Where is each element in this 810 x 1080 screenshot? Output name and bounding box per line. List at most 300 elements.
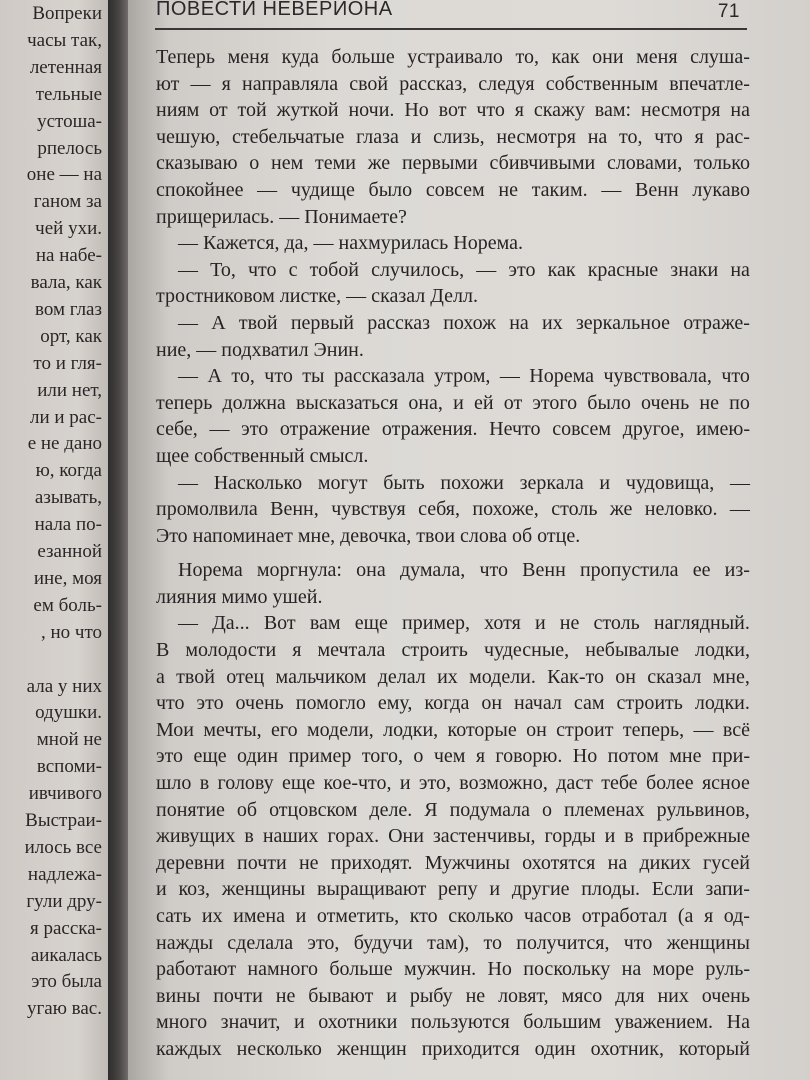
word: в — [624, 825, 634, 848]
word: куда — [281, 46, 319, 68]
word: лодки, — [383, 718, 439, 741]
word: А — [211, 311, 226, 334]
word: помогло — [295, 692, 366, 715]
text-line — [156, 1009, 750, 1036]
text-line — [156, 797, 750, 824]
word: при- — [711, 745, 750, 768]
word: свой — [349, 72, 389, 95]
word: — — [209, 418, 230, 441]
word: ему, — [377, 692, 413, 715]
word: шло — [156, 772, 192, 795]
word: Венн, — [270, 498, 319, 521]
word: устраивало — [407, 46, 503, 68]
word: кто — [409, 905, 438, 927]
word: когда — [424, 692, 470, 715]
text-line — [156, 44, 750, 71]
word: слизь, — [433, 125, 485, 148]
word: красные — [587, 258, 659, 281]
word: вам: — [594, 99, 632, 122]
word: как — [547, 258, 576, 281]
word: того, — [361, 745, 403, 768]
word: это — [196, 692, 224, 715]
word: Мужчины — [424, 851, 510, 874]
text-line — [156, 177, 750, 204]
word: модели, — [306, 718, 374, 741]
word: совсем — [425, 178, 485, 201]
word: и — [410, 125, 422, 148]
word: руль- — [705, 958, 750, 981]
word: похоже, — [472, 498, 539, 521]
text-line — [156, 903, 750, 930]
word: — — [601, 178, 622, 201]
word: Но — [404, 99, 429, 122]
word: отработал — [581, 905, 668, 927]
word: нажды — [156, 931, 214, 954]
word: который — [678, 1037, 750, 1060]
previous-page-line: нала по- — [34, 514, 102, 536]
word: было — [368, 178, 413, 201]
previous-page-line: часы так, — [27, 29, 102, 51]
text-line — [156, 610, 750, 637]
word: поскольку — [523, 958, 611, 981]
word: рассказ — [367, 311, 431, 334]
word: несмотря — [496, 125, 576, 148]
word: возможно, — [459, 772, 548, 795]
word: отцовском — [269, 798, 358, 821]
word: это, — [418, 772, 451, 795]
previous-page-line: азывать, — [34, 487, 102, 509]
previous-page-line: илось все — [24, 836, 102, 858]
word: получится, — [516, 931, 610, 954]
word: много — [156, 1011, 208, 1034]
previous-page-line: на набе- — [35, 245, 102, 267]
word: деле. — [369, 798, 413, 821]
word: на — [730, 258, 750, 281]
word: что — [476, 99, 505, 122]
word: о — [249, 152, 260, 175]
word: отражения. — [381, 418, 478, 441]
word: чудовища, — [625, 471, 715, 494]
word: Если — [651, 878, 694, 901]
word: что — [721, 365, 750, 388]
word: сказал — [647, 665, 702, 688]
text-line: ние, — подхватил Энин. — [156, 338, 364, 361]
word: — — [499, 365, 520, 388]
word: это — [156, 745, 184, 768]
word: лодки. — [694, 692, 750, 715]
word: сам — [573, 692, 605, 715]
word: меня — [636, 46, 678, 68]
word: и — [489, 878, 501, 901]
text-line — [156, 823, 750, 850]
word: другие — [511, 878, 570, 901]
word: коз, — [178, 878, 211, 901]
word: я — [475, 745, 486, 768]
word: небывалые — [585, 639, 679, 662]
word: од- — [723, 905, 750, 927]
word: же — [367, 152, 391, 175]
text-line: лияния мимо ушей. — [156, 585, 323, 608]
text-line: тростниковом листке, — сказал Делл. — [156, 285, 479, 308]
word: случилось, — [371, 258, 465, 281]
word: говорю. — [495, 745, 563, 768]
word: (а — [677, 905, 694, 927]
text-line — [156, 150, 750, 177]
word: несколько — [236, 1037, 322, 1060]
word: и — [599, 471, 611, 494]
word: он — [615, 665, 636, 688]
word: работают — [156, 958, 237, 981]
word: строить — [401, 639, 468, 662]
word: первыми — [401, 152, 478, 175]
word: А — [207, 365, 222, 388]
word: вины — [156, 984, 201, 1007]
word: в — [199, 772, 210, 795]
word: Венн — [635, 178, 679, 201]
word: о — [542, 798, 553, 821]
word: от — [209, 99, 228, 122]
word: и — [399, 772, 411, 795]
text-line: — Кажется, да, — нахмурилась Норема. — [178, 232, 524, 255]
word: наших — [262, 825, 319, 848]
word: один — [237, 745, 279, 768]
word: той — [237, 99, 267, 122]
word: для — [615, 984, 645, 1007]
word: понятие — [156, 798, 225, 821]
word: — — [729, 471, 750, 494]
word: диких — [639, 851, 691, 874]
word: очень — [235, 692, 284, 715]
word: похож — [443, 311, 496, 334]
word: Я — [424, 798, 438, 821]
word: чувствовала, — [603, 365, 712, 388]
word: сать — [156, 905, 192, 927]
word: по — [729, 391, 750, 414]
word: намного — [247, 958, 319, 981]
word: спокойнее — [156, 178, 244, 201]
word: живущих — [156, 825, 236, 848]
text-line — [156, 71, 750, 98]
word: зеркала — [519, 471, 584, 494]
word: словами, — [606, 152, 683, 175]
word: Норема — [529, 365, 595, 388]
text-line — [156, 690, 750, 717]
text-line — [156, 637, 750, 664]
word: и — [295, 905, 307, 927]
word: больше — [331, 46, 395, 68]
word: имена — [233, 905, 285, 927]
previous-page-line: угаю вас. — [26, 998, 102, 1020]
word: в — [244, 825, 254, 848]
word: лукаво — [692, 178, 750, 201]
word: приходится — [421, 1037, 520, 1060]
text-line — [156, 310, 750, 337]
previous-page-line: Вопреки — [32, 3, 102, 24]
word: строит — [556, 718, 614, 741]
word: сбивчивыми — [489, 152, 596, 175]
word: начал — [514, 692, 562, 715]
word: отметить, — [316, 905, 400, 927]
word: лодки, — [694, 639, 750, 662]
word: его — [271, 718, 298, 741]
word: больше — [329, 958, 393, 981]
word: — — [178, 612, 198, 635]
word: она, — [408, 391, 443, 414]
previous-page-line: оне — на — [26, 164, 102, 186]
word: об — [236, 798, 258, 821]
word: вот — [438, 99, 467, 122]
word: зеркальное — [575, 311, 671, 334]
word: и — [386, 984, 397, 1007]
previous-page-line: вала, как — [30, 272, 102, 293]
word: меня — [227, 46, 270, 68]
word: моргнула: — [256, 559, 342, 582]
word: горды — [544, 825, 596, 848]
word: твой — [176, 665, 215, 688]
word: высказаться — [295, 391, 399, 414]
word: о — [413, 745, 424, 768]
word: это — [241, 418, 269, 441]
word: пользуются — [410, 1011, 510, 1034]
word: чем — [433, 745, 466, 768]
text-line — [156, 717, 750, 744]
previous-page-line: это была — [31, 971, 102, 993]
text-line — [156, 1036, 750, 1063]
word: мясо — [561, 984, 603, 1007]
word: и — [156, 878, 167, 901]
word: охотник, — [590, 1037, 664, 1060]
word: будучи — [353, 931, 413, 954]
word: ей — [473, 391, 494, 414]
word: отражение — [279, 418, 371, 441]
word: море — [652, 958, 695, 981]
word: и — [293, 1011, 305, 1034]
word: то — [483, 931, 502, 954]
word: на — [621, 958, 642, 981]
word: что — [247, 258, 277, 281]
word: горах. — [327, 825, 380, 848]
word: что — [654, 125, 683, 148]
previous-page-line: вом глаз — [34, 298, 102, 320]
word: ты — [302, 365, 325, 388]
word: строить — [616, 692, 683, 715]
word: Но — [487, 958, 512, 981]
word: я — [292, 639, 302, 662]
word: чудище — [290, 178, 355, 201]
text-line — [156, 983, 750, 1010]
word: Мои — [156, 718, 194, 741]
body-text — [156, 44, 750, 1063]
word: рас- — [715, 125, 750, 148]
word: жуткой — [276, 99, 339, 122]
word: то, — [515, 46, 539, 68]
text-line — [156, 930, 750, 957]
word: неловко. — [644, 498, 718, 521]
word: тебе — [601, 772, 638, 795]
text-line: Это напоминает мне, девочка, твои слова об отце. — [156, 524, 581, 547]
previous-page-line: ем боль- — [33, 594, 102, 616]
word: еще — [282, 772, 316, 795]
previous-page-line: аикалась — [30, 944, 102, 966]
word: рульвинов, — [656, 798, 750, 821]
word: несмотря — [640, 99, 721, 122]
word: запи- — [705, 878, 750, 901]
word: молодости — [185, 639, 277, 662]
previous-page-line: то и гля- — [33, 352, 102, 374]
previous-page-line: летенная — [29, 56, 102, 78]
word: делал — [377, 665, 426, 688]
word: не — [275, 984, 296, 1007]
word: Теперь — [156, 46, 216, 68]
word: теперь, — [622, 718, 685, 741]
text-line — [156, 496, 750, 523]
word: — — [178, 471, 198, 494]
text-line: щее собственный смысл. — [156, 444, 369, 467]
word: то, — [619, 125, 643, 148]
word: себе, — [156, 418, 198, 441]
text-line — [156, 770, 750, 797]
word: — — [476, 258, 497, 281]
word: там), — [427, 931, 470, 954]
word: рассказ, — [399, 72, 468, 95]
text-line: прищерилась. — Понимаете? — [156, 205, 407, 228]
word: — — [729, 498, 750, 521]
word: наглядный. — [653, 612, 750, 635]
book-title-header: ПОВЕСТИ НЕВЕРИОНА — [156, 0, 393, 20]
word: них — [657, 984, 689, 1007]
word: большим — [523, 1011, 602, 1034]
page-number: 71 — [717, 1, 740, 22]
word: голову — [217, 772, 274, 795]
word: этого — [532, 391, 578, 414]
word: имею- — [696, 418, 750, 441]
word: ловят, — [498, 984, 549, 1007]
word: Вот — [263, 612, 296, 635]
word: же — [609, 498, 633, 521]
word: прибрежные — [642, 825, 750, 848]
word: застенчивы, — [432, 825, 536, 848]
word: подумала — [449, 798, 531, 821]
text-line — [156, 416, 750, 443]
previous-page-line: тельные — [35, 83, 102, 105]
word: что — [479, 559, 508, 582]
word: и — [604, 825, 616, 848]
word: направляла — [242, 72, 339, 95]
word: еще — [193, 745, 227, 768]
paragraph-gap — [156, 549, 750, 557]
word: Да... — [212, 612, 250, 635]
text-line — [156, 876, 750, 903]
previous-page — [0, 0, 112, 1080]
word: их — [541, 311, 563, 334]
word: ниям — [156, 99, 200, 122]
previous-page-line: ганом за — [33, 191, 102, 213]
word: что — [623, 931, 653, 954]
word: То, — [210, 258, 236, 281]
text-line — [156, 850, 750, 877]
word: я — [703, 905, 714, 927]
word: только — [693, 152, 750, 175]
word: даст — [556, 772, 593, 795]
text-line — [156, 956, 750, 983]
previous-page-line: ли и рас- — [29, 406, 102, 428]
word: мальчиком — [275, 665, 367, 688]
text-line — [156, 390, 750, 417]
word: с — [288, 258, 298, 281]
word: и — [453, 391, 464, 414]
word: твой — [238, 311, 278, 334]
word: на — [730, 99, 750, 122]
word: рассказала — [333, 365, 425, 388]
previous-page-line: гули дру- — [26, 890, 102, 912]
word: это — [508, 258, 536, 281]
word: модели. — [469, 665, 536, 688]
word: чешую, — [156, 125, 221, 148]
previous-page-line: Выстраи- — [25, 810, 102, 831]
previous-page-line: или нет, — [37, 379, 102, 401]
word: Насколько — [213, 471, 303, 494]
previous-page-line: орт, как — [40, 325, 102, 347]
running-header — [156, 0, 746, 26]
word: почти — [237, 851, 287, 874]
word: что — [156, 692, 185, 715]
word: сказываю — [156, 152, 238, 175]
text-line — [156, 557, 750, 584]
word: таким. — [531, 178, 588, 201]
word: на — [509, 311, 529, 334]
word: похожи — [440, 471, 504, 494]
word: пропустила — [579, 559, 679, 582]
word: нем — [271, 152, 304, 175]
previous-page-line: ине, моя — [33, 567, 102, 589]
previous-page-line: чей ухи. — [35, 218, 102, 240]
word: другое, — [622, 418, 685, 441]
word: на — [587, 125, 608, 148]
word: не — [498, 178, 518, 201]
word: совсем — [552, 418, 612, 441]
text-line — [156, 470, 750, 497]
word: столь — [551, 498, 598, 521]
text-line — [156, 97, 750, 124]
word: репу — [438, 878, 478, 901]
word: чувствуя — [331, 498, 406, 521]
word: это, — [307, 931, 340, 954]
text-line — [156, 257, 750, 284]
text-line — [156, 363, 750, 390]
word: выращивают — [316, 878, 427, 901]
word: бывают — [308, 984, 374, 1007]
previous-page-line: ю, когда — [35, 460, 102, 482]
word: ясное — [701, 772, 750, 795]
word: значит, — [220, 1011, 281, 1034]
word: охотятся — [522, 851, 596, 874]
word: В — [156, 639, 170, 662]
word: из- — [724, 559, 750, 582]
word: чудесные, — [483, 639, 570, 662]
text-line — [156, 743, 750, 770]
word: должна — [222, 391, 286, 414]
word: то, — [231, 365, 255, 388]
word: рыбу — [409, 984, 453, 1007]
word: очень — [641, 391, 690, 414]
previous-page-line: я расска- — [30, 917, 102, 939]
word: промолвила — [156, 498, 258, 521]
word: гусей — [703, 851, 750, 874]
word: часов — [523, 905, 572, 927]
word: мужчин. — [403, 958, 477, 981]
word: слуша- — [690, 46, 750, 68]
word: первый — [290, 311, 354, 334]
